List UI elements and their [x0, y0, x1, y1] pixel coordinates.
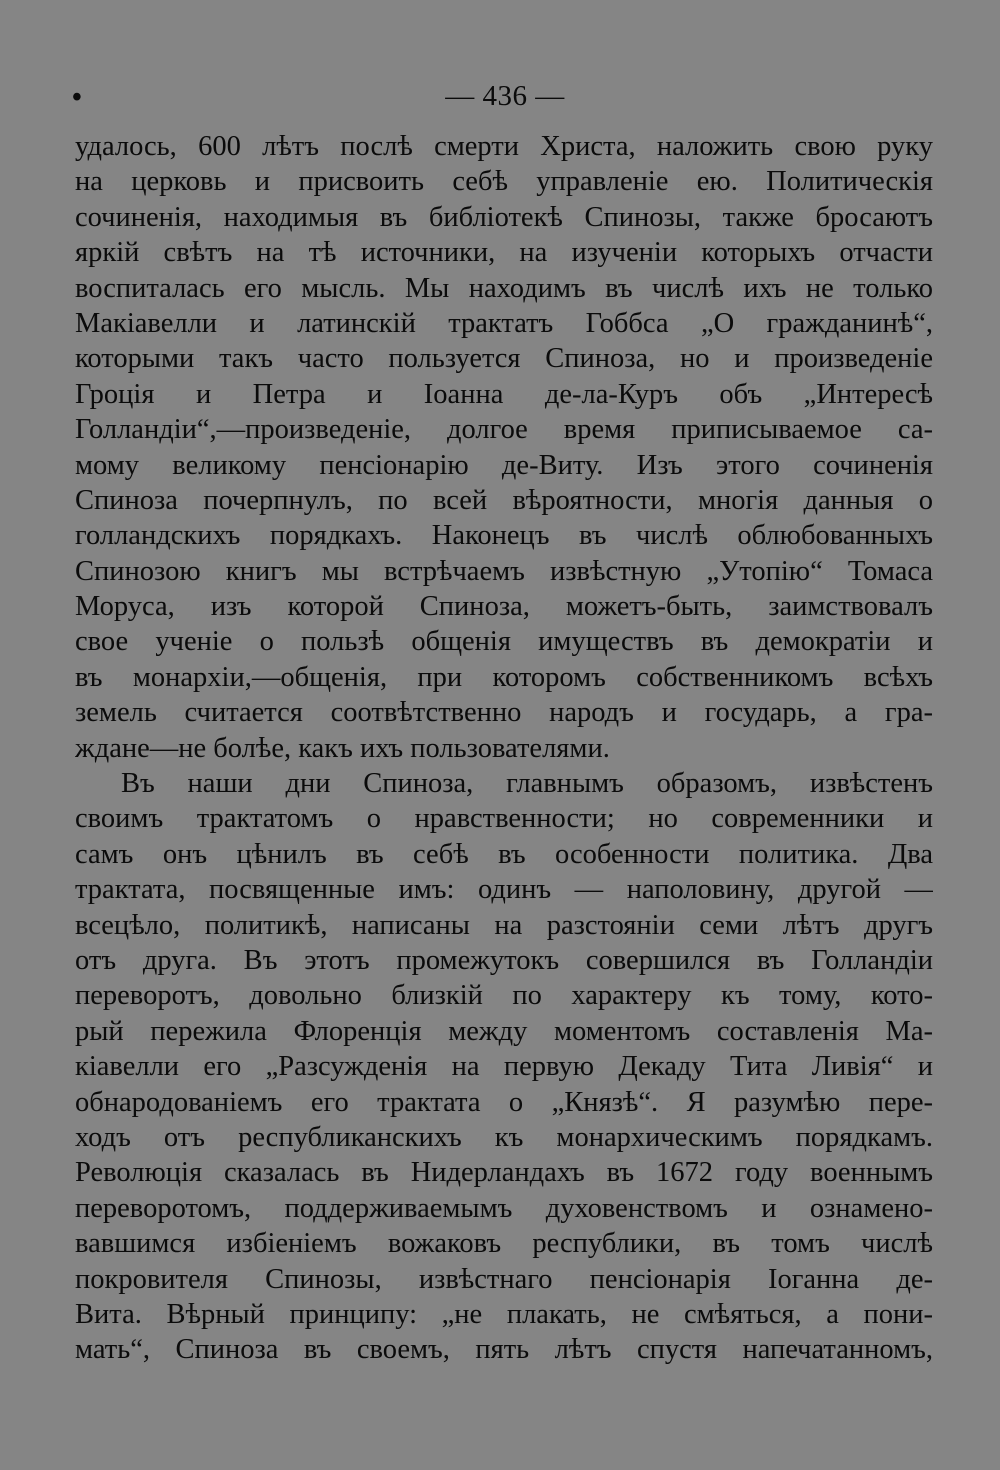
- text-line: трактата, посвященные имъ: одинъ — наполовину, другой —: [75, 874, 933, 906]
- text-line: сочиненія, находимыя въ библіотекѣ Спинозы, также бросаютъ: [75, 201, 933, 233]
- text-line: Вита. Вѣрный принципу: „не плакать, не смѣяться, а пони-: [75, 1298, 933, 1330]
- text-line: самъ онъ цѣнилъ въ себѣ въ особенности политика. Два: [75, 838, 933, 870]
- text-line: которыми такъ часто пользуется Спиноза, но и произведеніе: [75, 343, 933, 375]
- text-line: земель считается соотвѣтственно народъ и государь, а гра-: [75, 697, 933, 729]
- text-line: въ монархіи,—общенія, при которомъ собственникомъ всѣхъ: [75, 661, 933, 693]
- text-line-paragraph-start: Въ наши дни Спиноза, главнымъ образомъ, извѣстенъ: [121, 768, 933, 800]
- text-line: свое ученіе о пользѣ общенія имуществъ въ демократіи и: [75, 626, 933, 658]
- text-line: рый пережила Флоренція между моментомъ составленія Ма-: [75, 1015, 933, 1047]
- text-line: Гроція и Петра и Іоанна де-ла-Куръ объ „Интересѣ: [75, 378, 933, 410]
- text-line: яркій свѣтъ на тѣ источники, на изученіи которыхъ отчасти: [75, 237, 933, 269]
- text-line: мому великому пенсіонарію де-Виту. Изъ этого сочиненія: [75, 449, 933, 481]
- text-line: своимъ трактатомъ о нравственности; но современники и: [75, 803, 933, 835]
- text-line: ходъ отъ республиканскихъ къ монархическимъ порядкамъ.: [75, 1121, 933, 1153]
- text-line: переворотъ, довольно близкій по характеру къ тому, кото-: [75, 980, 933, 1012]
- text-line: переворотомъ, поддерживаемымъ духовенствомъ и ознамено-: [75, 1192, 933, 1224]
- text-line: Моруса, изъ которой Спиноза, можетъ-быть, заимствовалъ: [75, 591, 933, 623]
- text-line: Спиноза почерпнулъ, по всей вѣроятности, многія данныя о: [75, 484, 933, 516]
- page-body-text: [75, 129, 933, 1368]
- text-line: Спинозою книгъ мы встрѣчаемъ извѣстную „Утопію“ Томаса: [75, 555, 933, 587]
- text-line: кіавелли его „Разсужденія на первую Декаду Тита Ливія“ и: [75, 1051, 933, 1083]
- text-line: на церковь и присвоить себѣ управленіе ею. Политическія: [75, 166, 933, 198]
- text-line: Революція сказалась въ Нидерландахъ въ 1672 году военнымъ: [75, 1157, 933, 1189]
- margin-mark: •: [72, 82, 82, 113]
- text-line: покровителя Спинозы, извѣстнаго пенсіонарія Іоганна де-: [75, 1263, 933, 1295]
- text-line: вавшимся избіеніемъ вожаковъ республики, въ томъ числѣ: [75, 1228, 933, 1260]
- text-line-paragraph-end: ждане—не болѣе, какъ ихъ пользователями.: [75, 732, 610, 764]
- text-line: мать“, Спиноза въ своемъ, пять лѣтъ спустя напечатанномъ,: [75, 1334, 933, 1366]
- text-line: удалось, 600 лѣтъ послѣ смерти Христа, наложить свою руку: [75, 131, 933, 162]
- text-line: отъ друга. Въ этотъ промежутокъ совершился въ Голландіи: [75, 944, 933, 976]
- text-line: всецѣло, политикѣ, написаны на разстояніи семи лѣтъ другъ: [75, 909, 933, 941]
- page-number: — 436 —: [445, 80, 565, 112]
- text-line: Голландіи“,—произведеніе, долгое время приписываемое са-: [75, 414, 933, 446]
- text-line: голландскихъ порядкахъ. Наконецъ въ числѣ облюбованныхъ: [75, 520, 933, 552]
- text-line: Макіавелли и латинскій трактатъ Гоббса „О гражданинѣ“,: [75, 307, 933, 339]
- text-line: воспиталась его мысль. Мы находимъ въ числѣ ихъ не только: [75, 272, 933, 304]
- text-line: обнародованіемъ его трактата о „Князѣ“. Я разумѣю пере-: [75, 1086, 933, 1118]
